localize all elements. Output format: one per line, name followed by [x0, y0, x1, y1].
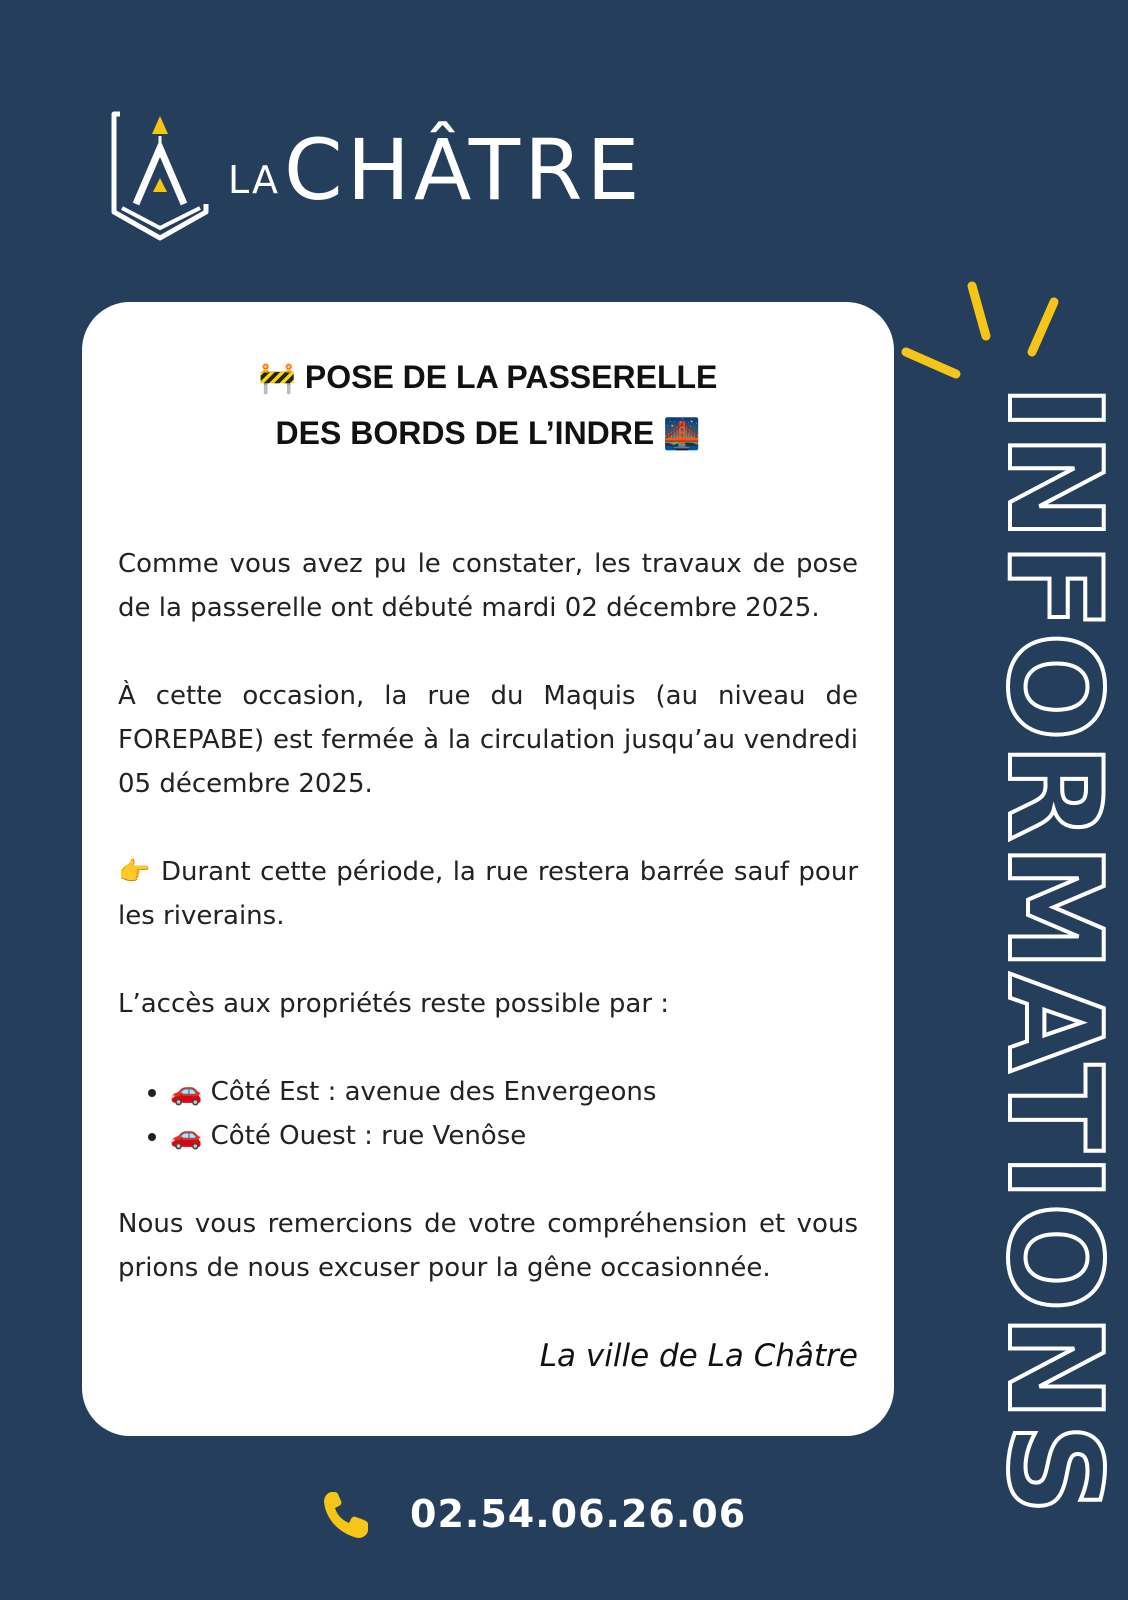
- accent-rays-icon: [896, 280, 1076, 390]
- car-icon: 🚗: [170, 1077, 203, 1107]
- phone-number[interactable]: 02.54.06.26.06: [410, 1492, 747, 1536]
- phone-icon: [322, 1488, 370, 1540]
- logo-wordmark: [228, 121, 644, 219]
- access-list: [118, 1070, 858, 1158]
- title-text-2: DES BORDS DE L’INDRE: [275, 415, 655, 451]
- city-emblem-icon: [110, 108, 222, 248]
- side-label-text: INFORMATIONS: [979, 384, 1128, 1518]
- paragraph-intro: Comme vous avez pu le constater, les travaux de pose de la passerelle ont débuté mardi 02 décembre 2025.: [118, 549, 858, 623]
- notice-title-line2: [82, 406, 894, 462]
- notice-title-line1: [82, 350, 894, 406]
- paragraph-residents-text: Durant cette période, la rue restera barrée sauf pour les riverains.: [118, 857, 859, 931]
- paragraph-residents: [118, 850, 858, 938]
- paragraph-closure: À cette occasion, la rue du Maquis (au niveau de FOREPABE) est fermée à la circulation jusqu’au vendredi 05 décembre 2025.: [118, 681, 858, 799]
- notice-card: [82, 302, 894, 1436]
- pointing-hand-icon: 👉: [118, 857, 152, 887]
- notice-body: [118, 542, 858, 1334]
- logo-la: LA: [228, 158, 281, 202]
- car-icon: 🚗: [170, 1121, 203, 1151]
- roadworks-icon: 🚧: [258, 362, 296, 395]
- notice-title: [82, 350, 894, 462]
- signature: La ville de La Châtre: [539, 1338, 858, 1374]
- list-item: [170, 1070, 858, 1114]
- phone-contact[interactable]: [322, 1484, 746, 1544]
- paragraph-access: L’accès aux propriétés reste possible par :: [118, 989, 670, 1019]
- bridge-icon: 🌉: [663, 418, 701, 451]
- city-logo: [110, 108, 670, 248]
- logo-chatre: CHÂTRE: [284, 121, 644, 219]
- list-item: [170, 1114, 858, 1158]
- paragraph-thanks: Nous vous remercions de votre compréhension et vous prions de nous excuser pour la gêne occasionnée.: [118, 1209, 858, 1283]
- title-text-1: POSE DE LA PASSERELLE: [304, 359, 718, 395]
- access-east: Côté Est : avenue des Envergeons: [210, 1077, 657, 1107]
- side-label: [979, 384, 1128, 1600]
- access-west: Côté Ouest : rue Venôse: [210, 1121, 527, 1151]
